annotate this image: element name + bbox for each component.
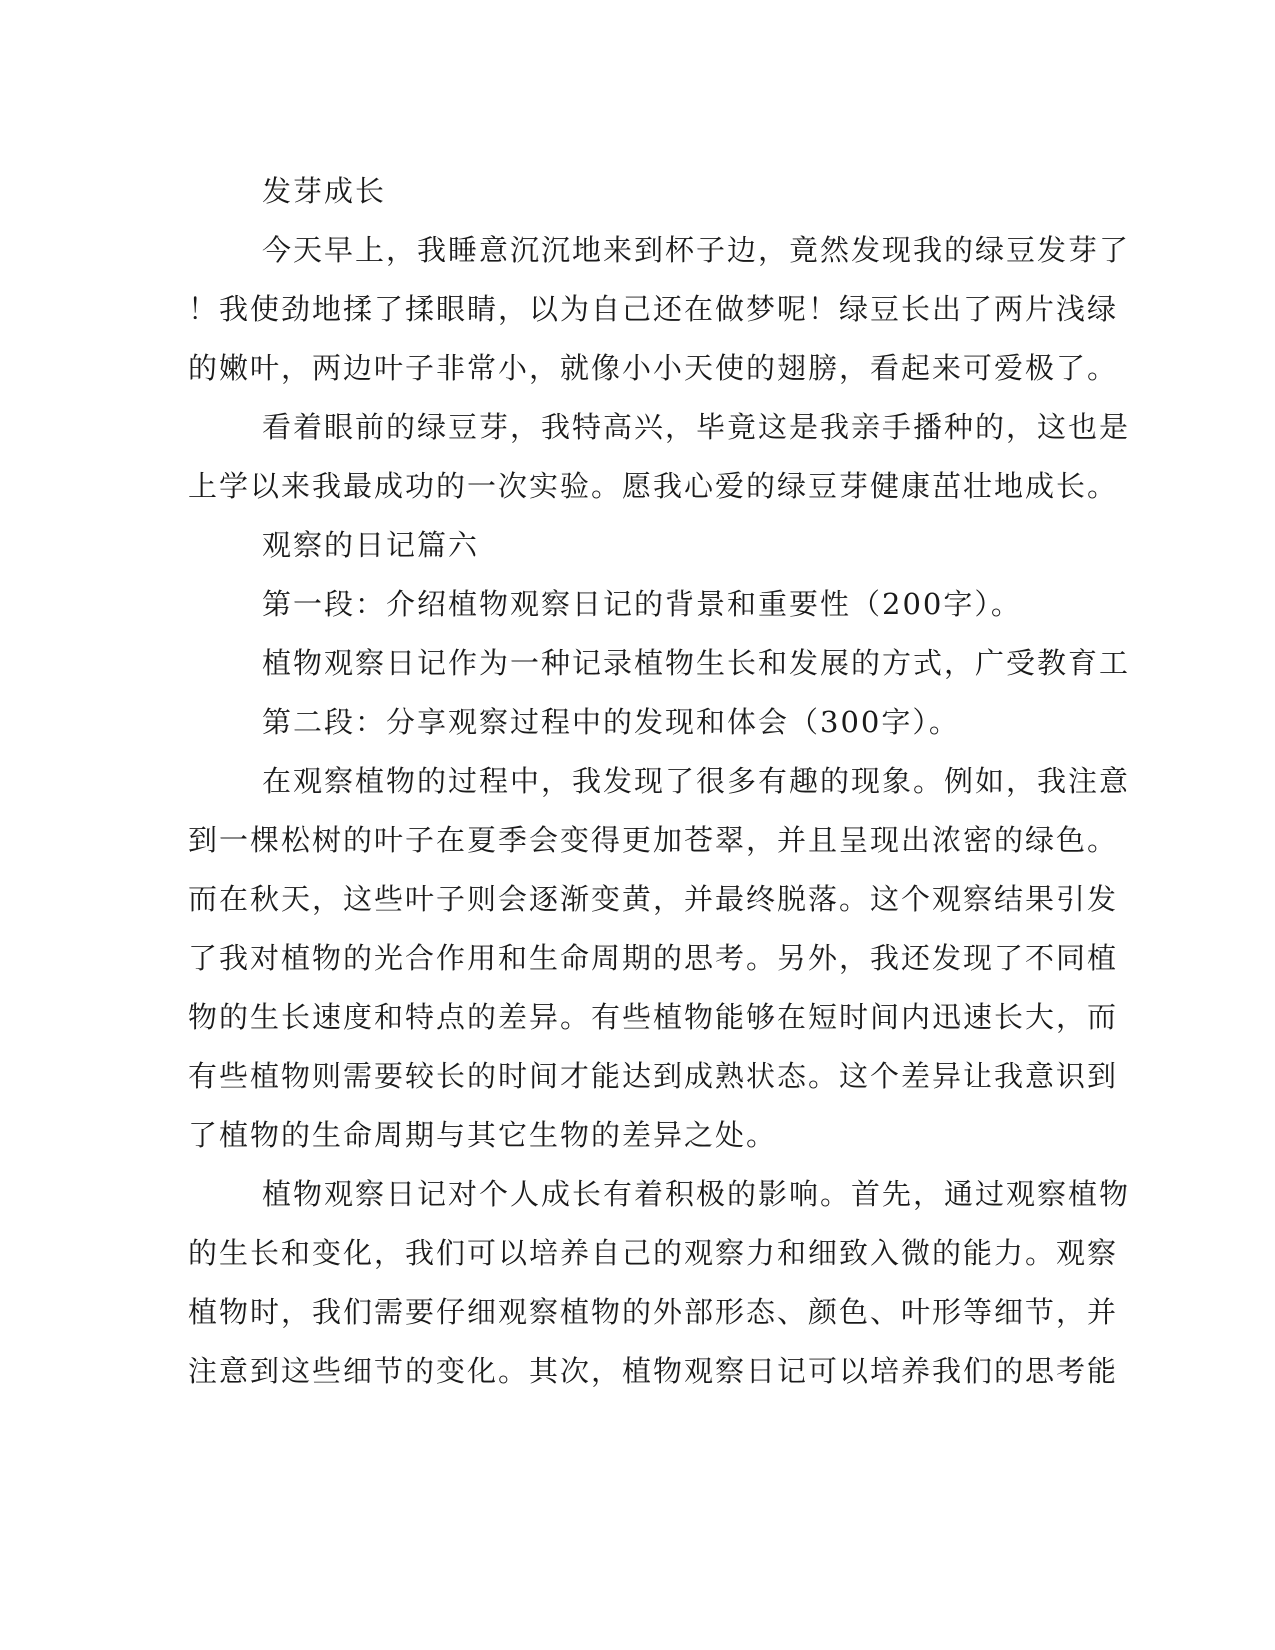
text-line: 注意到这些细节的变化。其次，植物观察日记可以培养我们的思考能: [188, 1354, 1119, 1388]
text-line: 植物观察日记作为一种记录植物生长和发展的方式，广受教育工: [262, 646, 1131, 680]
text-line: 第二段：分享观察过程中的发现和体会（300字）。: [262, 705, 960, 739]
text-line: 植物观察日记对个人成长有着积极的影响。首先，通过观察植物: [262, 1177, 1131, 1211]
text-line: 而在秋天，这些叶子则会逐渐变黄，并最终脱落。这个观察结果引发: [188, 882, 1119, 916]
text-line: 今天早上，我睡意沉沉地来到杯子边，竟然发现我的绿豆发芽了: [262, 233, 1131, 267]
text-line: 物的生长速度和特点的差异。有些植物能够在短时间内迅速长大，而: [188, 1000, 1119, 1034]
document-body: [188, 162, 1131, 1401]
text-line: 在观察植物的过程中，我发现了很多有趣的现象。例如，我注意: [262, 764, 1131, 798]
text-line: ！我使劲地揉了揉眼睛，以为自己还在做梦呢！绿豆长出了两片浅绿: [188, 292, 1119, 326]
text-line: 有些植物则需要较长的时间才能达到成熟状态。这个差异让我意识到: [188, 1059, 1119, 1093]
text-line: 了我对植物的光合作用和生命周期的思考。另外，我还发现了不同植: [188, 941, 1119, 975]
text-line: 看着眼前的绿豆芽，我特高兴，毕竟这是我亲手播种的，这也是: [262, 410, 1131, 444]
text-line: 植物时，我们需要仔细观察植物的外部形态、颜色、叶形等细节，并: [188, 1295, 1119, 1329]
text-line: 到一棵松树的叶子在夏季会变得更加苍翠，并且呈现出浓密的绿色。: [188, 823, 1119, 857]
text-line: 发芽成长: [262, 174, 387, 208]
text-line: 第一段：介绍植物观察日记的背景和重要性（200字）。: [262, 587, 1022, 621]
text-line: 了植物的生命周期与其它生物的差异之处。: [188, 1118, 778, 1152]
text-line: 观察的日记篇六: [262, 528, 480, 562]
text-line: 的嫩叶，两边叶子非常小，就像小小天使的翅膀，看起来可爱极了。: [188, 351, 1119, 385]
text-line: 上学以来我最成功的一次实验。愿我心爱的绿豆芽健康茁壮地成长。: [188, 469, 1119, 503]
text-line: 的生长和变化，我们可以培养自己的观察力和细致入微的能力。观察: [188, 1236, 1119, 1270]
